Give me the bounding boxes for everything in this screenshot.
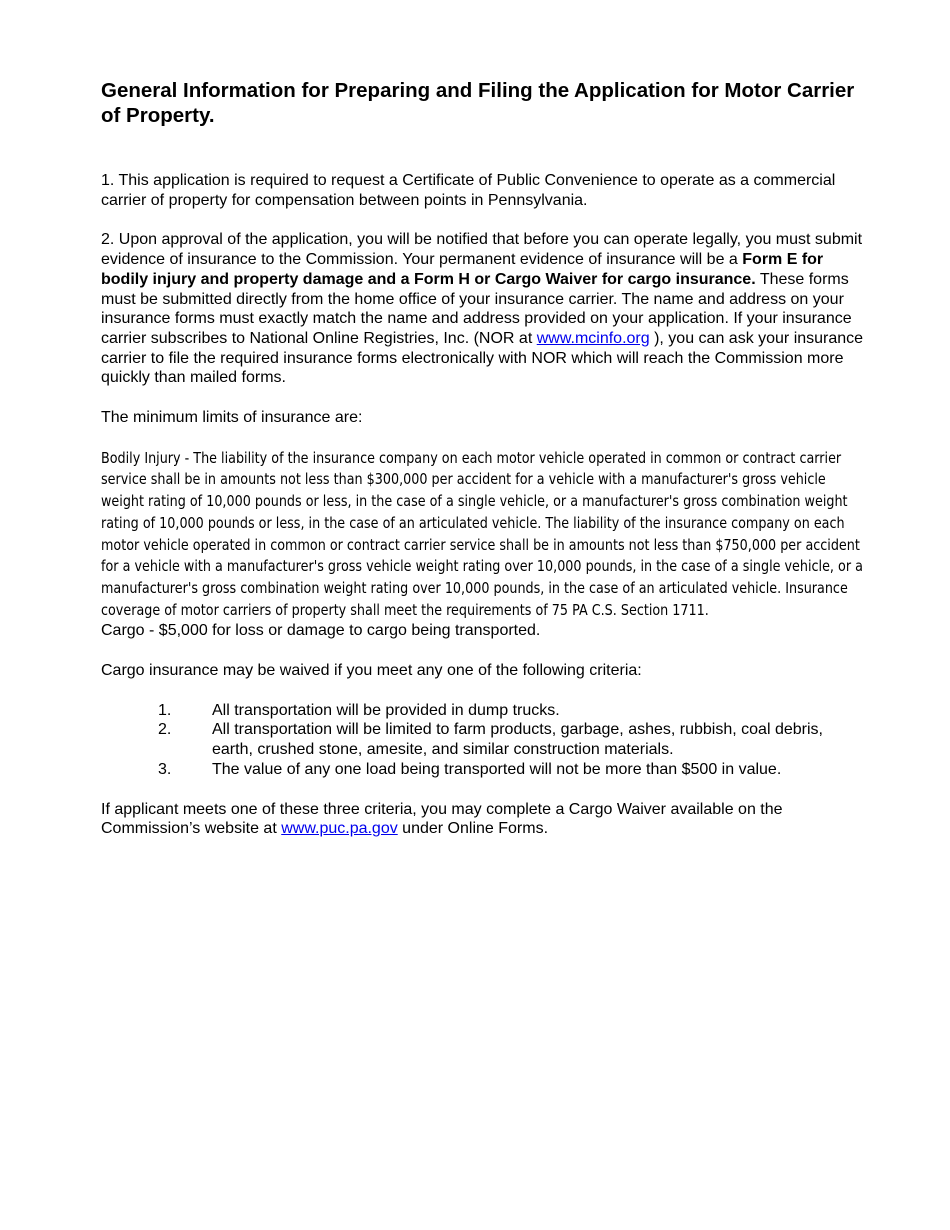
minimum-limits-heading: The minimum limits of insurance are: — [101, 409, 363, 427]
cargo-paragraph: Cargo - $5,000 for loss or damage to cargo being transported. — [101, 622, 541, 640]
list-item — [101, 701, 866, 721]
paragraph-2-text-a: 2. Upon approval of the application, you will be notified that before you can operate legally, you must submit evidence of insurance to the Commission. Your permanent evidence of insurance will be a — [101, 231, 863, 269]
list-item-number: 3. — [158, 760, 172, 778]
list-item — [101, 720, 866, 759]
paragraph-1: 1. This application is required to request a Certificate of Public Convenience to operate as a commercial carrier of property for compensation between points in Pennsylvania. — [101, 172, 836, 209]
final-text-a: If applicant meets one of these three criteria, you may complete a Cargo Waiver available on the Commission’s website at — [101, 800, 783, 838]
mcinfo-link[interactable]: www.mcinfo.org — [536, 329, 650, 347]
list-item-text: All transportation will be limited to farm products, garbage, ashes, rubbish, coal debris, earth, crushed stone, amesite, and similar construction materials. — [212, 721, 823, 759]
final-text-b: under Online Forms. — [397, 820, 549, 838]
paragraph-2-text-c: ), you can ask your insurance carrier to file the required insurance forms electronically with NOR which will reach the Commission more quickly than mailed forms. — [101, 329, 864, 387]
document-page — [101, 78, 866, 839]
final-paragraph — [101, 800, 866, 839]
cargo-waiver-intro: Cargo insurance may be waived if you meet any one of the following criteria: — [101, 662, 642, 680]
paragraph-2-bold: Form E for bodily injury and property damage and a Form H or Cargo Waiver for cargo insurance. — [101, 251, 824, 288]
paragraph-2-text-b: These forms must be submitted directly from the home office of your insurance carrier. The name and address on your insurance forms must exactly match the name and address provided on your application. If your insurance carrier subscribes to National Online Registries, Inc. (NOR at — [101, 270, 852, 347]
criteria-list — [101, 701, 866, 780]
puc-website-link[interactable]: www.puc.pa.gov — [281, 820, 398, 838]
paragraph-2 — [101, 230, 866, 388]
list-item-text: The value of any one load being transported will not be more than $500 in value. — [212, 760, 782, 778]
list-item-number: 1. — [158, 701, 172, 719]
list-item — [101, 760, 866, 780]
list-item-text: All transportation will be provided in dump trucks. — [212, 701, 560, 719]
bodily-injury-paragraph: Bodily Injury - The liability of the insurance company on each motor vehicle operated in common or contract carrier service shall be in amounts not less than $300,000 per accident for a vehicle with a manufacturer's gross vehicle weight rating of 10,000 pounds or less, in the case of a single vehicle, or a manufacturer's gross combination weight rating of 10,000 pounds or less, in the case of an articulated vehicle. The liability of the insurance company on each motor vehicle operated in common or contract carrier service shall be in amounts not less than $750,000 per accident for a vehicle with a manufacturer's gross vehicle weight rating over 10,000 pounds, in the case of a single vehicle, or a manufacturer's gross combination weight rating over 10,000 pounds, in the case of an articulated vehicle. Insurance coverage of motor carriers of property shall meet the requirements of 75 PA C.S. Section 1711. — [101, 448, 863, 619]
list-item-number: 2. — [158, 721, 172, 739]
page-title: General Information for Preparing and Filing the Application for Motor Carrier of Property. — [101, 79, 855, 127]
